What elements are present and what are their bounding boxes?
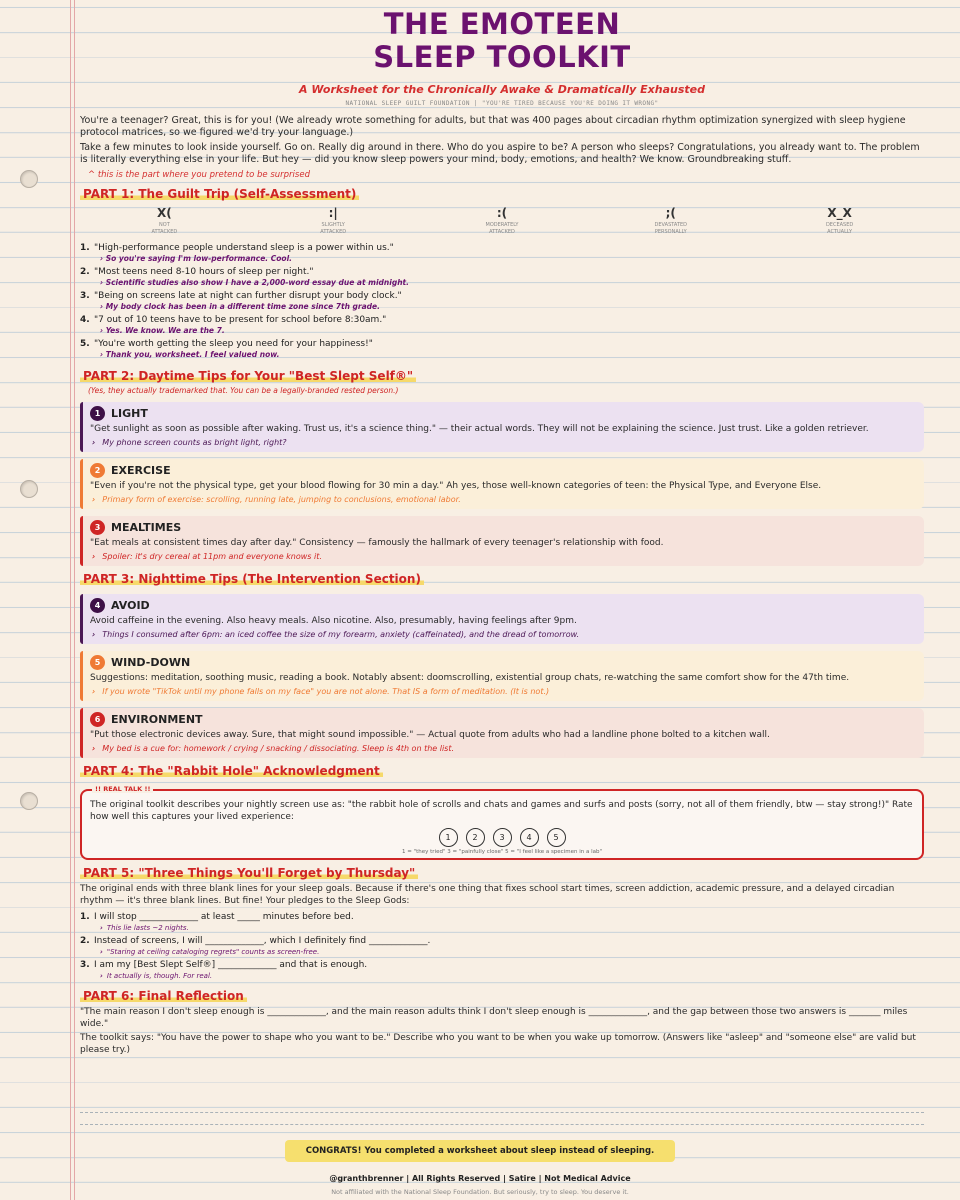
quiz-statement: "You're worth getting the sleep you need for your happiness!" xyxy=(94,339,373,349)
tip-text: Suggestions: meditation, soothing music, reading a book. Notably absent: doomscrolling, existential group chats, re-watching the same comfort show for the 47th time. xyxy=(90,673,850,683)
binder-hole-top xyxy=(20,170,38,188)
margin-line-left-2 xyxy=(74,0,75,1200)
quiz-statement: "High-performance people understand sleep is a power within us." xyxy=(94,243,394,253)
pledge-text[interactable]: I am my [Best Slept Self®] _____________ and that is enough. xyxy=(94,960,368,970)
pledge-list xyxy=(80,911,924,981)
pledge-item xyxy=(80,911,924,933)
part2-note: (Yes, they actually trademarked that. You can be a legally-branded rested person.) xyxy=(88,386,399,395)
tip-label: EXERCISE xyxy=(111,464,171,477)
tip-text: "Even if you're not the physical type, get your blood flowing for 30 min a day." Ah yes, those well-known categories of teen: the Physical Type, and Everyone Else. xyxy=(90,481,822,491)
scale-face: X_X xyxy=(827,206,852,220)
pledge-number: 1. xyxy=(80,912,90,922)
tip-response: › Spoiler: it's dry cereal at 11pm and everyone knows it. xyxy=(92,552,916,561)
quiz-number: 5. xyxy=(80,339,90,349)
pledge-item xyxy=(80,959,924,981)
part6-title: PART 6: Final Reflection xyxy=(80,989,247,1003)
tip-number-badge: 6 xyxy=(90,712,105,727)
quiz-item xyxy=(80,315,924,336)
quiz-response: › Yes. We know. We are the 7. xyxy=(100,326,225,335)
pledge-text[interactable]: Instead of screens, I will _____________, which I definitely find _____________. xyxy=(94,936,431,946)
real-talk-box xyxy=(80,785,924,860)
part5-text: The original ends with three blank lines for your sleep goals. Because if there's one thing that fixes school start times, screen addiction, academic pressure, and a delayed circadian rhythm — it's three blank lines. But fine! Your pledges to the Sleep Gods: xyxy=(80,884,895,906)
footer-credits: @granthbrenner | All Rights Reserved | Satire | Not Medical Advice xyxy=(329,1174,631,1183)
scale-item[interactable] xyxy=(283,206,383,235)
tip-number-badge: 2 xyxy=(90,463,105,478)
scale-label: NOT ATTACKED xyxy=(151,222,178,235)
tip-light xyxy=(80,402,924,452)
tip-text: "Get sunlight as soon as possible after waking. Trust us, it's a science thing." — their actual words. They will not be explaining the science. Just trust. Like a golden retriever. xyxy=(90,424,869,434)
scale-item[interactable] xyxy=(621,206,721,235)
quiz-number: 1. xyxy=(80,243,90,253)
tip-number-badge: 3 xyxy=(90,520,105,535)
pledge-item xyxy=(80,935,924,957)
quiz-list xyxy=(80,243,924,360)
tip-mealtimes xyxy=(80,516,924,566)
scale-face: ;( xyxy=(665,206,676,220)
rating-option[interactable]: 4 xyxy=(520,828,539,847)
tip-label: LIGHT xyxy=(111,407,148,420)
tip-label: AVOID xyxy=(111,599,150,612)
quiz-response: › Thank you, worksheet. I feel valued now. xyxy=(100,350,280,359)
quiz-item xyxy=(80,243,924,264)
scale-label: SLIGHTLY ATTACKED xyxy=(320,222,347,235)
rating-scale xyxy=(90,828,914,847)
pledge-response: › It actually is, though. For real. xyxy=(100,971,924,981)
scale-item[interactable] xyxy=(790,206,890,235)
scale-label: DECEASED ACTUALLY xyxy=(825,222,854,235)
reflection-prompt-2[interactable]: The toolkit says: "You have the power to shape who you want to be." Describe who you want to be when you wake up tomorrow. (Answers like "asleep" and "someone else" are valid but please try.) xyxy=(80,1033,916,1055)
part5-title: PART 5: "Three Things You'll Forget by Thursday" xyxy=(80,866,418,880)
binder-hole-bottom xyxy=(20,792,38,810)
scale-label: DEVASTATED PERSONALLY xyxy=(654,222,688,235)
rating-option[interactable]: 1 xyxy=(439,828,458,847)
rating-option[interactable]: 3 xyxy=(493,828,512,847)
worksheet xyxy=(80,8,924,1056)
intro xyxy=(80,115,924,181)
reflection-prompt-1[interactable]: "The main reason I don't sleep enough is _____________, and the main reason adults think I don't sleep enough is _____________, and the gap between those two answers is _______ miles wide." xyxy=(80,1007,908,1029)
quiz-number: 2. xyxy=(80,267,90,277)
tip-avoid xyxy=(80,594,924,644)
tip-exercise xyxy=(80,459,924,509)
tip-text: Avoid caffeine in the evening. Also heavy meals. Also nicotine. Also, presumably, having feelings after 9pm. xyxy=(90,616,577,626)
quiz-response: › My body clock has been in a different time zone since 7th grade. xyxy=(100,302,380,311)
congrats-banner: CONGRATS! You completed a worksheet about sleep instead of sleeping. xyxy=(285,1140,675,1162)
intro-note: ^ this is the part where you pretend to be surprised xyxy=(88,170,310,180)
pledge-number: 3. xyxy=(80,960,90,970)
part3-title: PART 3: Nighttime Tips (The Intervention Section) xyxy=(80,572,424,586)
tip-label: MEALTIMES xyxy=(111,521,182,534)
quiz-item xyxy=(80,267,924,288)
pledge-number: 2. xyxy=(80,936,90,946)
real-talk-tag: !! REAL TALK !! xyxy=(92,785,153,793)
tip-response: › If you wrote "TikTok until my phone falls on my face" you are not alone. That IS a form of meditation. (It is not.) xyxy=(92,687,916,696)
tip-text: "Put those electronic devices away. Sure, that might sound impossible." — Actual quote from adults who had a landline phone bolted to a kitchen wall. xyxy=(90,730,770,740)
rating-option[interactable]: 5 xyxy=(547,828,566,847)
foundation-line: NATIONAL SLEEP GUILT FOUNDATION | "YOU'RE TIRED BECAUSE YOU'RE DOING IT WRONG" xyxy=(345,100,659,107)
scale-item[interactable] xyxy=(114,206,214,235)
tip-label: WIND-DOWN xyxy=(111,656,191,669)
tip-response: › Primary form of exercise: scrolling, running late, jumping to conclusions, emotional labor. xyxy=(92,495,916,504)
page-title: THE EMOTEEN SLEEP TOOLKIT xyxy=(373,7,631,74)
binder-hole-middle xyxy=(20,480,38,498)
quiz-response: › So you're saying I'm low-performance. Cool. xyxy=(100,254,292,263)
quiz-response: › Scientific studies also show I have a 2,000-word essay due at midnight. xyxy=(100,278,409,287)
intro-paragraph-1: You're a teenager? Great, this is for you! (We already wrote something for adults, but that was 400 pages about circadian rhythm optimization synergized with sleep hygiene protocol matrices, so we figured we'd try your language.) xyxy=(80,115,906,138)
quiz-item xyxy=(80,291,924,312)
tip-text: "Eat meals at consistent times day after day." Consistency — famously the hallmark of every teenager's relationship with food. xyxy=(90,538,664,548)
answer-line[interactable] xyxy=(80,1124,924,1125)
quiz-number: 3. xyxy=(80,291,90,301)
quiz-number: 4. xyxy=(80,315,90,325)
scale-item[interactable] xyxy=(452,206,552,235)
part4-title: PART 4: The "Rabbit Hole" Acknowledgment xyxy=(80,764,383,778)
part1-title: PART 1: The Guilt Trip (Self-Assessment) xyxy=(80,187,359,201)
intro-paragraph-2: Take a few minutes to look inside yourself. Go on. Really dig around in there. Who do you aspire to be? A person who sleeps? Congratulations, you already want to. The problem is literally everything else in your life. But hey — did you know sleep powers your mind, body, emotions, and health? We know. Groundbreaking stuff. xyxy=(80,142,920,165)
tip-number-badge: 5 xyxy=(90,655,105,670)
tip-label: ENVIRONMENT xyxy=(111,713,203,726)
tip-environment xyxy=(80,708,924,758)
pledge-text[interactable]: I will stop _____________ at least _____ minutes before bed. xyxy=(94,912,354,922)
tip-wind-down xyxy=(80,651,924,701)
pledge-response: › "Staring at ceiling cataloging regrets" counts as screen-free. xyxy=(100,947,924,957)
scale-face: :| xyxy=(328,206,338,220)
quiz-item xyxy=(80,339,924,360)
part2-title: PART 2: Daytime Tips for Your "Best Slept Self®" xyxy=(80,369,416,383)
scale-face: :( xyxy=(496,206,508,220)
tip-number-badge: 1 xyxy=(90,406,105,421)
tip-response: › Things I consumed after 6pm: an iced coffee the size of my forearm, anxiety (caffeinated), and the dread of tomorrow. xyxy=(92,630,916,639)
attack-scale xyxy=(80,206,924,235)
tip-number-badge: 4 xyxy=(90,598,105,613)
scale-label: MODERATELY ATTACKED xyxy=(485,222,519,235)
subtitle: A Worksheet for the Chronically Awake & Dramatically Exhausted xyxy=(299,83,705,96)
margin-line-left xyxy=(70,0,71,1200)
rating-option[interactable]: 2 xyxy=(466,828,485,847)
tip-response: › My bed is a cue for: homework / crying / snacking / dissociating. Sleep is 4th on the list. xyxy=(92,744,916,753)
scale-face: X( xyxy=(157,206,172,220)
answer-line[interactable] xyxy=(80,1112,924,1113)
quiz-statement: "7 out of 10 teens have to be present for school before 8:30am." xyxy=(94,315,387,325)
pledge-response: › This lie lasts ~2 nights. xyxy=(100,923,924,933)
tip-response: › My phone screen counts as bright light, right? xyxy=(92,438,916,447)
quiz-statement: "Being on screens late at night can further disrupt your body clock." xyxy=(94,291,402,301)
rating-legend: 1 = "they tried" 3 = "painfully close" 5 = "I feel like a specimen in a lab" xyxy=(401,849,603,855)
real-talk-text: The original toolkit describes your nightly screen use as: "the rabbit hole of scrolls and chats and games and surfs and posts (sorry, not all of them friendly, btw — stay strong!)" Rate how well this captures your lived experience: xyxy=(90,800,913,822)
quiz-statement: "Most teens need 8-10 hours of sleep per night." xyxy=(94,267,314,277)
footer-disclaimer: Not affiliated with the National Sleep Foundation. But seriously, try to sleep. You deserve it. xyxy=(331,1188,629,1196)
